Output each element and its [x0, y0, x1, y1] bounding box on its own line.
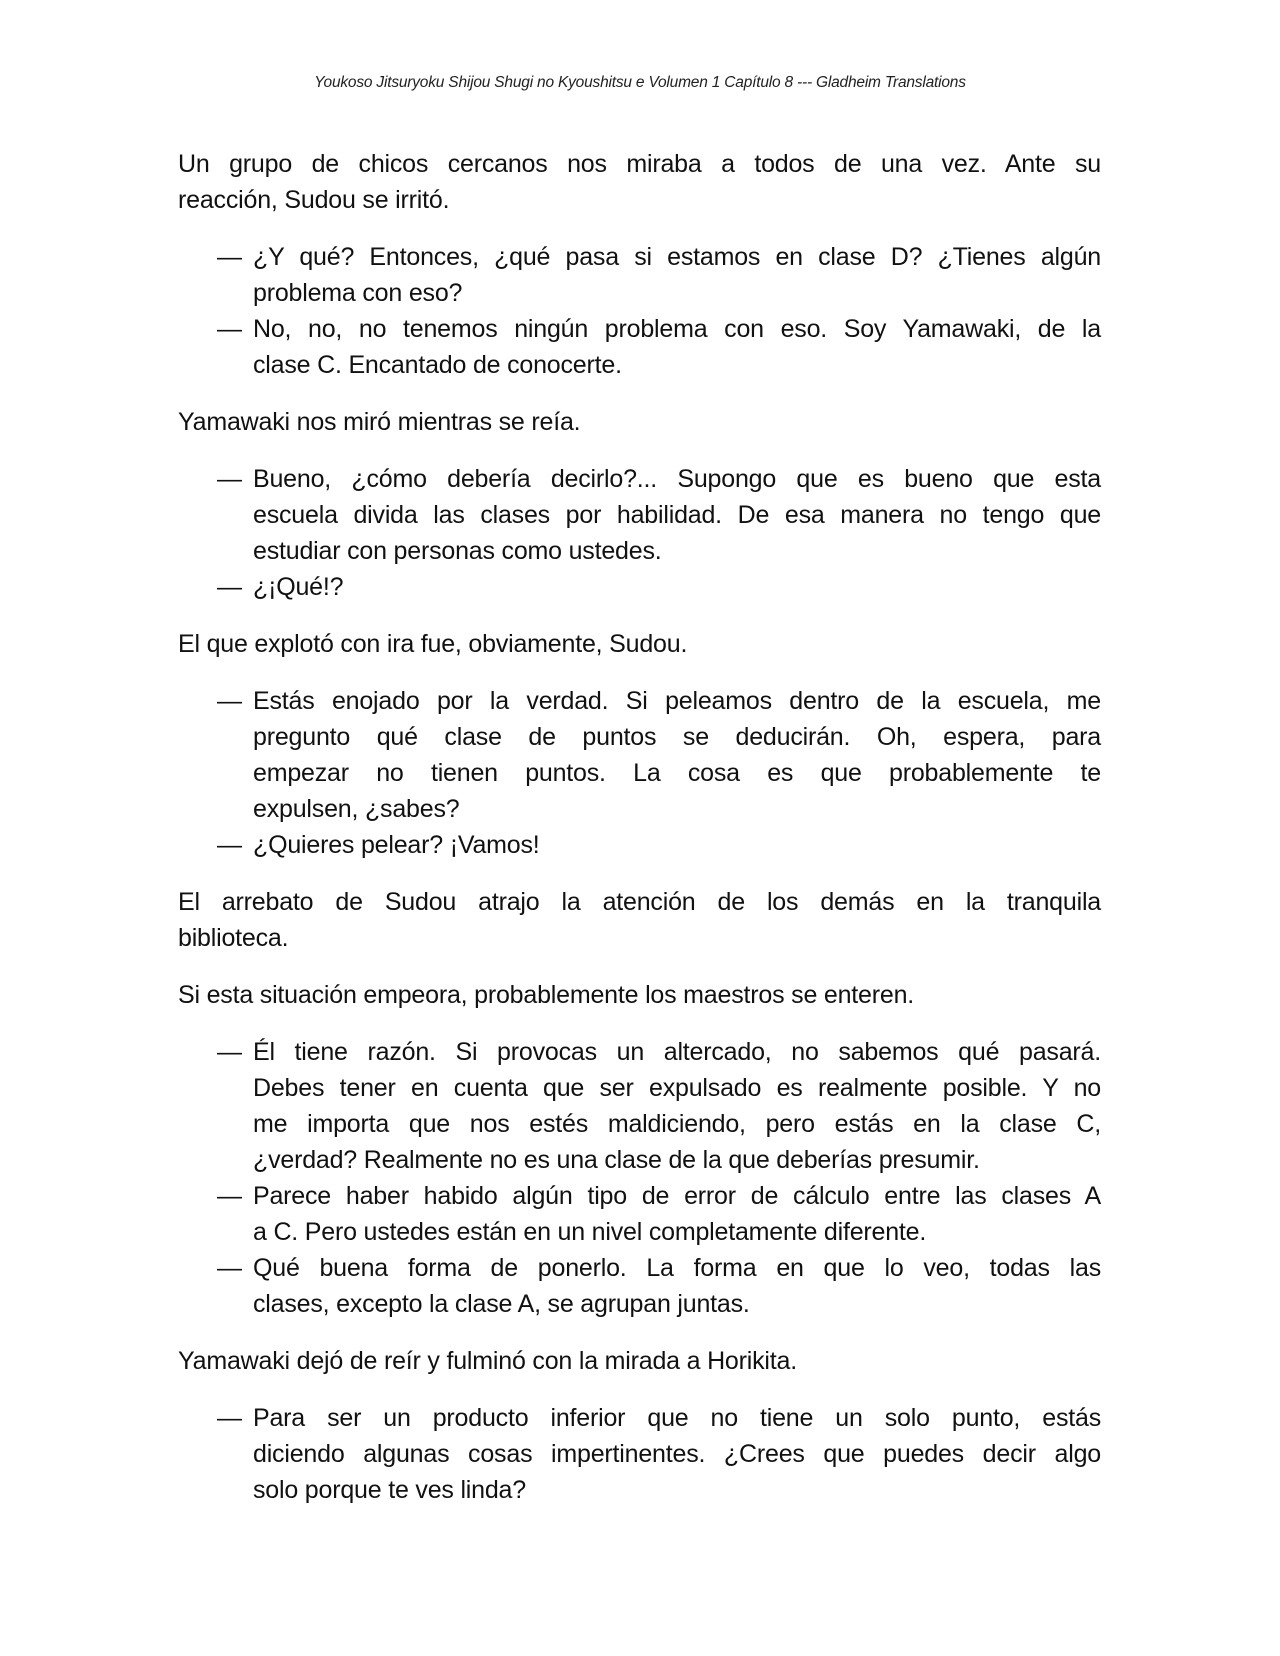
em-dash: — [217, 1182, 242, 1210]
text-line: Debes tener en cuenta que ser expulsado es realmente posible. Y no [253, 1074, 1101, 1102]
text-line: No, no, no tenemos ningún problema con eso. Soy Yamawaki, de la [253, 315, 1101, 343]
dialogue-group [178, 461, 1101, 605]
em-dash: — [217, 1404, 242, 1432]
paragraph-text [178, 884, 1101, 956]
dialogue-line [178, 683, 1101, 827]
document-body [178, 146, 1101, 1529]
paragraph-text [178, 626, 1101, 662]
text-line: Bueno, ¿cómo debería decirlo?... Supongo que es bueno que esta [253, 465, 1101, 493]
text-line: ¿Quieres pelear? ¡Vamos! [253, 831, 540, 859]
text-line: escuela divida las clases por habilidad. De esa manera no tengo que [253, 501, 1101, 529]
paragraph-text [178, 977, 1101, 1013]
dialogue-line [178, 239, 1101, 311]
em-dash: — [217, 315, 242, 343]
dialogue-line [178, 311, 1101, 383]
text-line: solo porque te ves linda? [253, 1476, 526, 1504]
narration-paragraph [178, 626, 1101, 662]
text-line: pregunto qué clase de puntos se deducirán. Oh, espera, para [253, 723, 1101, 751]
text-line: Él tiene razón. Si provocas un altercado, no sabemos qué pasará. [253, 1038, 1101, 1066]
text-line: ¿Y qué? Entonces, ¿qué pasa si estamos en clase D? ¿Tienes algún [253, 243, 1101, 271]
text-line: Yamawaki dejó de reír y fulminó con la mirada a Horikita. [178, 1347, 797, 1375]
text-line: Yamawaki nos miró mientras se reía. [178, 408, 581, 436]
em-dash: — [217, 1038, 242, 1066]
text-line: estudiar con personas como ustedes. [253, 537, 662, 565]
text-line: Parece haber habido algún tipo de error de cálculo entre las clases A [253, 1182, 1101, 1210]
narration-paragraph [178, 146, 1101, 218]
text-line: clase C. Encantado de conocerte. [253, 351, 622, 379]
text-line: Qué buena forma de ponerlo. La forma en que lo veo, todas las [253, 1254, 1101, 1282]
text-line: ¿¡Qué!? [253, 573, 344, 601]
text-line: ¿verdad? Realmente no es una clase de la que deberías presumir. [253, 1146, 980, 1174]
paragraph-text [178, 1343, 1101, 1379]
dialogue-line [178, 1034, 1101, 1178]
text-line: El arrebato de Sudou atrajo la atención de los demás en la tranquila [178, 888, 1101, 916]
dialogue-line [178, 1250, 1101, 1322]
text-line: me importa que nos estés maldiciendo, pero estás en la clase C, [253, 1110, 1101, 1138]
text-line: expulsen, ¿sabes? [253, 795, 460, 823]
text-line: Para ser un producto inferior que no tiene un solo punto, estás [253, 1404, 1101, 1432]
text-line: reacción, Sudou se irritó. [178, 186, 450, 214]
dialogue-line [178, 461, 1101, 569]
narration-paragraph [178, 404, 1101, 440]
page-header: Youkoso Jitsuryoku Shijou Shugi no Kyoushitsu e Volumen 1 Capítulo 8 --- Gladheim Translations [314, 74, 966, 91]
text-line: diciendo algunas cosas impertinentes. ¿Crees que puedes decir algo [253, 1440, 1101, 1468]
narration-paragraph [178, 977, 1101, 1013]
dialogue-line [178, 827, 1101, 863]
em-dash: — [217, 1254, 242, 1282]
text-line: El que explotó con ira fue, obviamente, Sudou. [178, 630, 688, 658]
text-line: Un grupo de chicos cercanos nos miraba a todos de una vez. Ante su [178, 150, 1101, 178]
em-dash: — [217, 243, 242, 271]
dialogue-line [178, 1178, 1101, 1250]
text-line: Estás enojado por la verdad. Si peleamos dentro de la escuela, me [253, 687, 1101, 715]
em-dash: — [217, 831, 242, 859]
em-dash: — [217, 573, 242, 601]
narration-paragraph [178, 1343, 1101, 1379]
em-dash: — [217, 465, 242, 493]
paragraph-text [178, 404, 1101, 440]
dialogue-group [178, 1034, 1101, 1322]
text-line: empezar no tienen puntos. La cosa es que probablemente te [253, 759, 1101, 787]
text-line: problema con eso? [253, 279, 463, 307]
text-line: clases, excepto la clase A, se agrupan juntas. [253, 1290, 750, 1318]
narration-paragraph [178, 884, 1101, 956]
paragraph-text [178, 146, 1101, 218]
dialogue-group [178, 683, 1101, 863]
dialogue-line [178, 569, 1101, 605]
text-line: biblioteca. [178, 924, 289, 952]
text-line: Si esta situación empeora, probablemente los maestros se enteren. [178, 981, 915, 1009]
dialogue-line [178, 1400, 1101, 1508]
dialogue-group [178, 239, 1101, 383]
text-line: a C. Pero ustedes están en un nivel completamente diferente. [253, 1218, 927, 1246]
dialogue-group [178, 1400, 1101, 1508]
em-dash: — [217, 687, 242, 715]
